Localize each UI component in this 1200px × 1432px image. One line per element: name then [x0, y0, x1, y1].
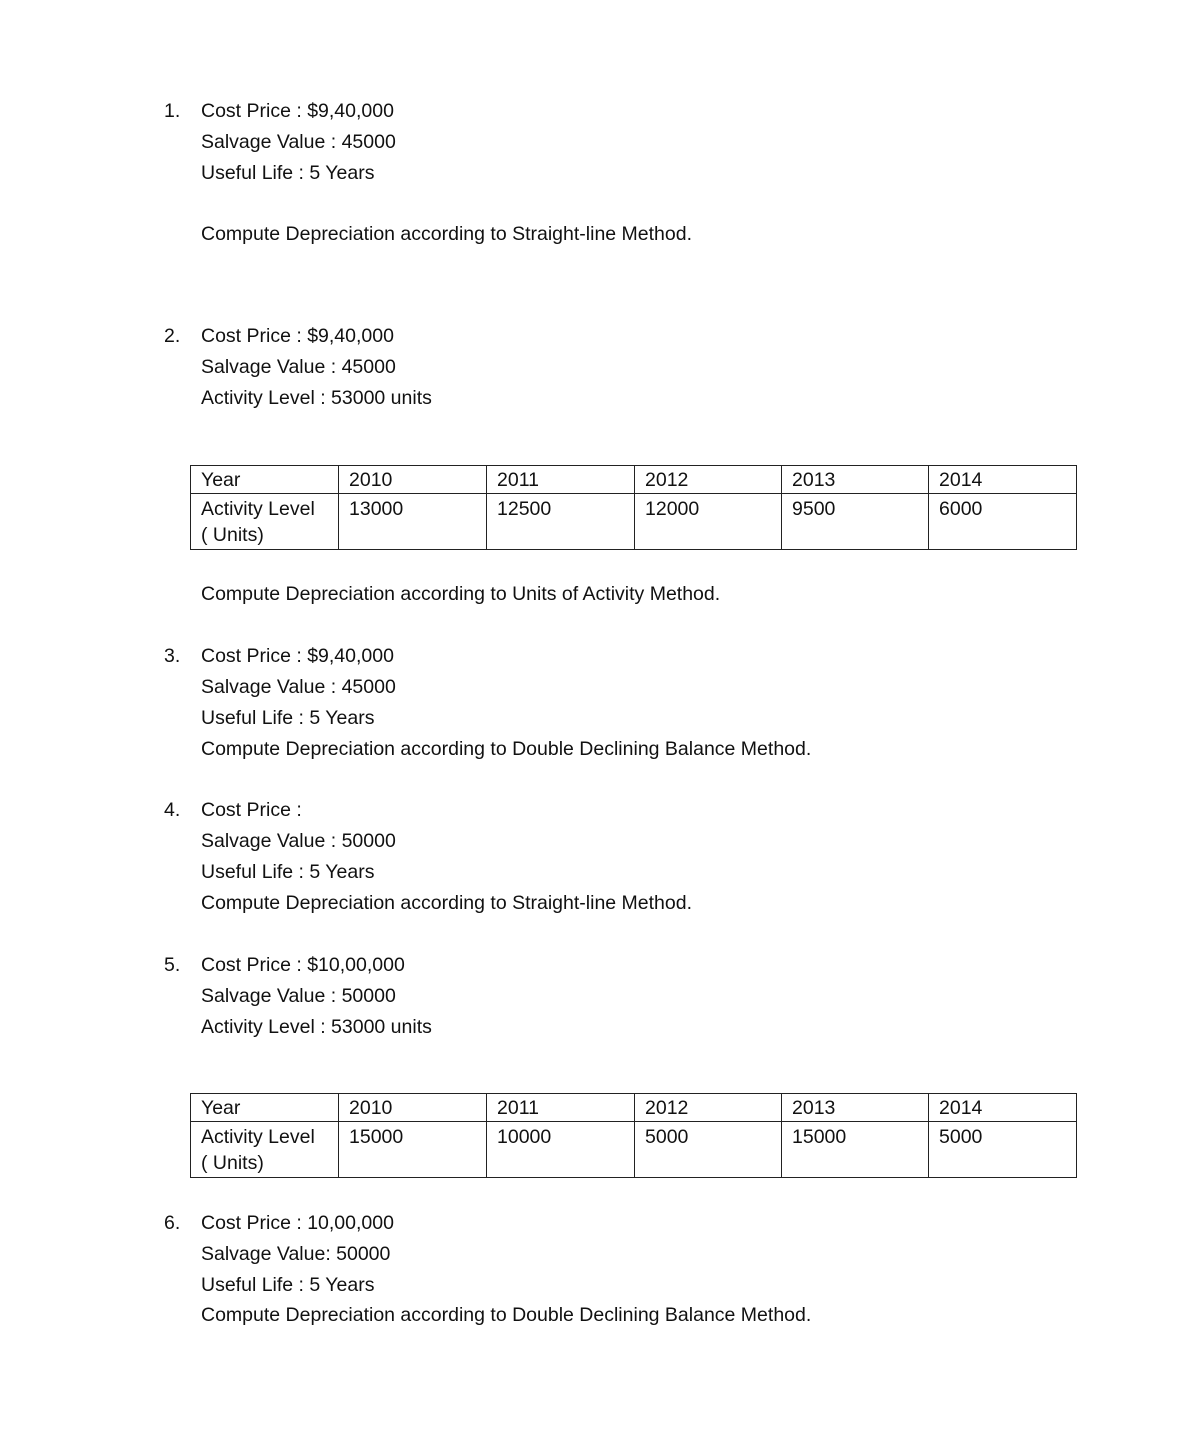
salvage-value-line: Salvage Value : 45000	[201, 676, 396, 698]
table-cell: 2014	[929, 1094, 1077, 1122]
row-label-line: Activity Level	[201, 498, 315, 520]
useful-life-line: Useful Life : 5 Years	[201, 707, 375, 729]
activity-table	[190, 465, 1077, 550]
table-row	[191, 494, 1077, 550]
instruction-line: Compute Depreciation according to Units of Activity Method.	[201, 583, 721, 605]
table-cell: 2014	[929, 466, 1077, 494]
cost-price-line: Cost Price : $10,00,000	[201, 954, 405, 976]
instruction-line: Compute Depreciation according to Double Declining Balance Method.	[201, 738, 812, 760]
table-cell: 5000	[929, 1122, 1077, 1178]
useful-life-line: Useful Life : 5 Years	[201, 162, 375, 184]
row-label-line: ( Units)	[201, 1152, 264, 1174]
table-row-label	[191, 494, 339, 550]
salvage-value-line: Salvage Value : 45000	[201, 356, 396, 378]
salvage-value-line: Salvage Value: 50000	[201, 1243, 391, 1265]
activity-table	[190, 1093, 1077, 1178]
table-cell: 2012	[635, 1094, 782, 1122]
table-cell: Year	[191, 466, 339, 494]
instruction-line: Compute Depreciation according to Straight-line Method.	[201, 892, 693, 914]
table-cell: 2011	[487, 466, 635, 494]
question-number: 1.	[164, 100, 181, 122]
table-cell: 15000	[782, 1122, 929, 1178]
table-cell: 2013	[782, 466, 929, 494]
table-cell: 2011	[487, 1094, 635, 1122]
salvage-value-line: Salvage Value : 50000	[201, 985, 396, 1007]
table-cell: 5000	[635, 1122, 782, 1178]
table-cell: 13000	[339, 494, 487, 550]
cost-price-line: Cost Price : $9,40,000	[201, 325, 394, 347]
table-cell: Year	[191, 1094, 339, 1122]
useful-life-line: Useful Life : 5 Years	[201, 861, 375, 883]
cost-price-line: Cost Price :	[201, 799, 302, 821]
cost-price-line: Cost Price : $9,40,000	[201, 645, 394, 667]
table-cell: 2013	[782, 1094, 929, 1122]
table-cell: 15000	[339, 1122, 487, 1178]
table-row-label	[191, 1122, 339, 1178]
salvage-value-line: Salvage Value : 45000	[201, 131, 396, 153]
table-row	[191, 1122, 1077, 1178]
instruction-line: Compute Depreciation according to Double Declining Balance Method.	[201, 1304, 812, 1326]
question-number: 6.	[164, 1212, 181, 1234]
table-cell: 2010	[339, 1094, 487, 1122]
salvage-value-line: Salvage Value : 50000	[201, 830, 396, 852]
table-cell: 9500	[782, 494, 929, 550]
row-label-line: Activity Level	[201, 1126, 315, 1148]
cost-price-line: Cost Price : 10,00,000	[201, 1212, 394, 1234]
table-cell: 12500	[487, 494, 635, 550]
table-header-row	[191, 466, 1077, 494]
row-label-line: ( Units)	[201, 524, 264, 546]
table-cell: 2012	[635, 466, 782, 494]
table-cell: 6000	[929, 494, 1077, 550]
cost-price-line: Cost Price : $9,40,000	[201, 100, 394, 122]
question-number: 4.	[164, 799, 181, 821]
instruction-line: Compute Depreciation according to Straight-line Method.	[201, 223, 693, 245]
question-number: 3.	[164, 645, 181, 667]
question-number: 5.	[164, 954, 181, 976]
table-cell: 10000	[487, 1122, 635, 1178]
question-number: 2.	[164, 325, 181, 347]
table-header-row	[191, 1094, 1077, 1122]
activity-level-line: Activity Level : 53000 units	[201, 387, 432, 409]
table-cell: 2010	[339, 466, 487, 494]
useful-life-line: Useful Life : 5 Years	[201, 1274, 375, 1296]
table-cell: 12000	[635, 494, 782, 550]
activity-level-line: Activity Level : 53000 units	[201, 1016, 432, 1038]
